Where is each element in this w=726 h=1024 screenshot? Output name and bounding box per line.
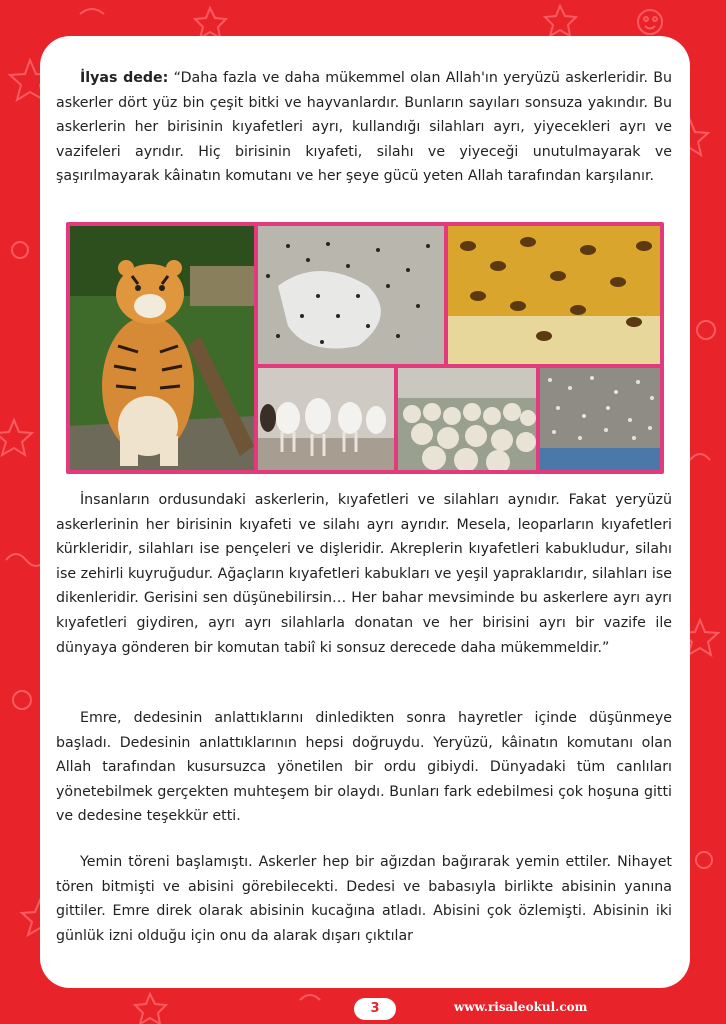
horses-photo	[258, 368, 394, 470]
page-number: 3	[354, 998, 396, 1020]
tiger-photo	[70, 226, 254, 470]
speaker-label: İlyas dede:	[80, 70, 169, 86]
paragraph-text: “Daha fazla ve daha mükemmel olan Allah'ın yeryüzü askerleridir. Bu askerler dört yüz bin çeşit bitki ve hayvanlardır. Bunların sayıları sonsuza yakındır. Bu askerlerin her birisinin kıyafetleri ayrı, kullandığı silahları ayrı, yiyecekleri ayrı ve vazifeleri ayrıdır. Hiç birisinin kıyafeti, silahı ve yiyeceği unutulmayarak ve şaşırılmayarak kâinatın komutanı ve her şeye gücü yeten Allah tarafından karşılanır.	[56, 70, 673, 185]
birds-photo	[540, 368, 660, 470]
paragraph-ceremony: Yemin töreni başlamıştı. Askerler hep bir ağızdan bağırarak yemin ettiler. Nihayet tören bitmişti ve abisini görebilecekti. Dedesi ve babasıyla birlikte abisinin yanına gittiler. Emre direk olarak abisinin kucağına atladı. Abisini çok özlemişti. Abisinin iki günlük izni olduğu için onu da alarak dışarı çıktılar	[56, 854, 672, 944]
bees-photo	[448, 226, 660, 364]
photo-collage	[66, 222, 664, 474]
ants-photo	[258, 226, 444, 364]
paragraph-soldiers: İnsanların ordusundaki askerlerin, kıyafetleri ve silahları aynıdır. Fakat yeryüzü askerlerinin her birisinin kıyafeti ve silahı ayrı ayrıdır. Mesela, leoparların kıyafetleri kürkleridir, silahları ise pençeleri ve dişleridir. Akreplerin kıyafetleri kabukludur, silahı ise zehirli kuyruğudur. Ağaçların kıyafetleri kabukları ve yeşil yapraklarıdır, silahları ise dikenleridir. Gerisini sen düşünebilirsin… Her bahar mevsiminde bu askerlere ayrı ayrı kıyafetleri giydiren, ayrı ayrı silahlarla donatan ve her birisini ayrı bir vazife ile dünyaya gönderen bir komutan tabiî ki sonsuz derecede daha mükemmeldir.”	[56, 492, 672, 656]
paragraph-ilyas-dede	[56, 66, 672, 189]
site-url[interactable]: www.risaleokul.com	[454, 1000, 588, 1014]
paragraph-emre: Emre, dedesinin anlattıklarını dinledikten sonra hayretler içinde düşünmeye başladı. Dedesinin anlattıklarının hepsi doğruydu. Yeryüzü, kâinatın komutanı olan Allah tarafından kusursuzca yönetilen bir ordu gibiydi. Dünyadaki tüm canlıları yönetebilmek gerçekten muhteşem bir olaydı. Bunları fark edebilmesi çok hoşuna gitti ve dedesine teşekkür etti.	[56, 710, 672, 825]
sheep-photo	[398, 368, 536, 470]
